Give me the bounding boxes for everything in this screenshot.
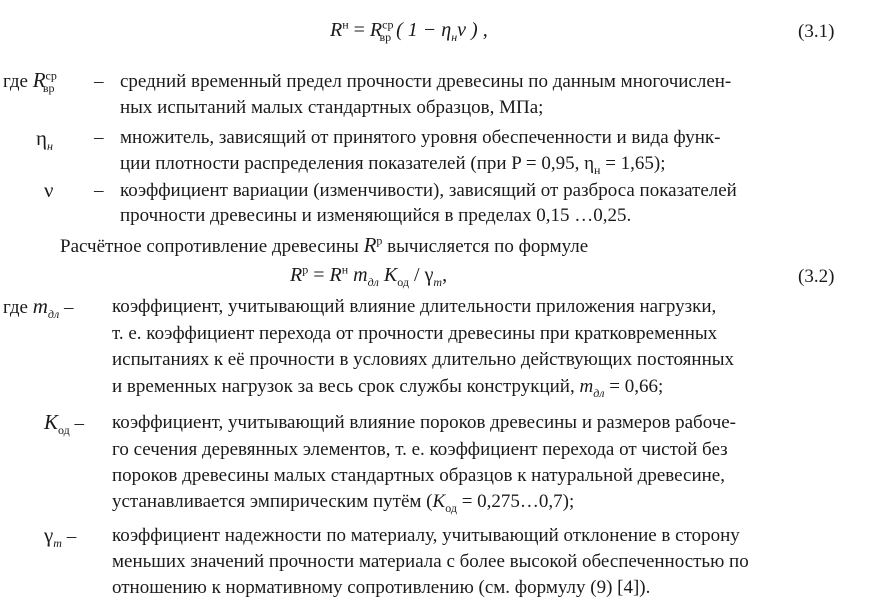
formula-3-1-rhs-sup: ср [382,17,394,32]
def-m-dl-line-4-tail: = 0,66; [604,376,664,397]
def-k-od-line-3: пороков древесины малых стандартных образцов к натуральной древесине, [112,465,725,486]
def-gamma-line-1: коэффициент надежности по материалу, учитывающий отклонение в сторону [112,525,740,546]
def-m-dl-dash: – [63,297,74,318]
def-eta-dash: – [94,127,104,148]
def-k-od-line-4-sub: од [445,500,457,515]
formula-3-2-lhs-sup: р [302,262,309,277]
formula-3-2 [290,262,448,289]
def-gamma-line-2: меньших значений прочности материала с более высокой обеспеченностью по [112,551,749,572]
formula-3-2-r-sup: н [341,262,349,277]
formula-3-1-lhs: R [330,19,343,41]
formula-3-1-rhs-tail: ( 1 − η [396,19,452,41]
def-k-od-lead [44,410,85,437]
intro-symbol: R [363,233,377,257]
formula-3-2-tail: , [442,264,448,286]
formula-3-1-rhs-tail-end: ν ) , [457,19,488,41]
def-eta-line-2-text: ции плотности распределения показателей (при P = 0,95, η [120,153,595,174]
formula-3-2-slash: / [414,264,420,286]
def-m-dl-line-1: коэффициент, учитывающий влияние длительности приложения нагрузки, [112,296,717,317]
def-r-vr-lead [3,68,57,95]
formula-3-1-lhs-sup: н [342,17,349,32]
def-m-dl-line-3: испытаниях к её прочности в условиях длительно действующих постоянных [112,349,735,370]
intro-text: Расчётное сопротивление древесины [60,236,359,257]
def-k-od-symbol: K [44,410,59,434]
def-eta-line-2-tail: = 1,65); [600,153,666,174]
def-k-od-line-1: коэффициент, учитывающий влияние пороков древесины и размеров рабоче- [112,412,737,433]
def-k-od-line-2: го сечения деревянных элементов, т. е. коэффициент перехода от чистой без [112,439,728,460]
def-eta-symbol-sub: н [46,138,53,153]
def-k-od-line-4-sym: K [432,491,446,512]
def-m-dl-lead [3,294,74,321]
def-r-vr-symbol: R [32,68,46,92]
def-r-vr-line-1: средний временный предел прочности древесины по данным многочислен- [120,71,732,92]
formula-3-2-m-sub: дл [367,275,379,289]
def-eta-line-1: множитель, зависящий от принятого уровня обеспеченности и вида функ- [120,127,721,148]
def-m-dl-line-2: т. е. коэффициент перехода от прочности древесины при кратковременных [112,323,718,344]
def-r-vr-where: где [3,71,28,92]
def-gamma-symbol: γ [44,523,54,547]
def-eta-line-2 [120,153,666,177]
formula-3-2-eq: = [313,264,325,286]
formula-3-2-gamma-sub: m [433,275,443,289]
def-k-od-symbol-sub: од [58,422,70,437]
formula-3-1-rhs-tail-sub: н [451,30,458,44]
intro-tail: вычисляется по формуле [387,236,589,257]
def-nu-symbol: ν [44,178,54,202]
def-m-dl-line-4 [112,376,664,400]
intro-symbol-sup: р [376,233,383,248]
formula-3-1-number: (3.1) [798,21,835,42]
def-gamma-symbol-sub: m [53,535,62,550]
def-m-dl-line-4-text: и временных нагрузок за весь срок службы конструкций, [112,376,575,397]
def-nu-dash: – [94,180,104,201]
def-m-dl-where: где [3,297,28,318]
def-nu-line-1: коэффициент вариации (изменчивости), зависящий от разброса показателей [120,180,737,201]
formula-3-1-rhs: R [369,19,383,41]
def-gamma-line-3: отношению к нормативному сопротивлению (см. формулу (9) [4]). [112,577,651,598]
def-k-od-line-4-text: устанавливается эмпирическим путём ( [112,491,433,512]
formula-3-2-number: (3.2) [798,266,835,287]
def-k-od-line-4-tail: = 0,275…0,7); [456,491,575,512]
formula-3-1-rhs-sub: вр [379,30,392,44]
def-r-vr-symbol-sup: ср [45,68,57,83]
def-r-vr-dash: – [94,71,104,92]
formula-3-2-r: R [329,264,342,286]
def-m-dl-symbol-sub: дл [47,306,60,321]
def-eta-symbol: η [36,126,47,150]
def-gamma-dash: – [66,526,77,547]
formula-3-2-k: K [383,264,398,286]
def-eta-line-2-sub: н [594,162,601,177]
formula-3-1-eq: = [353,19,365,41]
intro-formula-3-2 [60,235,588,256]
def-eta-symbol-wrap [36,126,53,153]
def-m-dl-symbol: m [32,294,48,318]
formula-3-2-lhs: R [290,264,303,286]
def-nu-line-2: прочности древесины и изменяющийся в пределах 0,15 …0,25. [120,205,632,226]
def-r-vr-line-2: ных испытаний малых стандартных образцов, МПа; [120,97,544,118]
def-k-od-dash: – [74,413,85,434]
formula-3-2-gamma: γ [424,264,434,286]
formula-3-2-m: m [353,264,368,286]
formula-3-1 [330,17,488,44]
def-m-dl-line-4-sub: дл [593,385,605,400]
def-m-dl-line-4-sym: m [579,376,594,397]
def-gamma-lead [44,523,77,550]
def-k-od-line-4 [112,491,575,515]
formula-3-2-k-sub: од [397,275,410,289]
def-r-vr-symbol-sub: вр [42,80,55,95]
